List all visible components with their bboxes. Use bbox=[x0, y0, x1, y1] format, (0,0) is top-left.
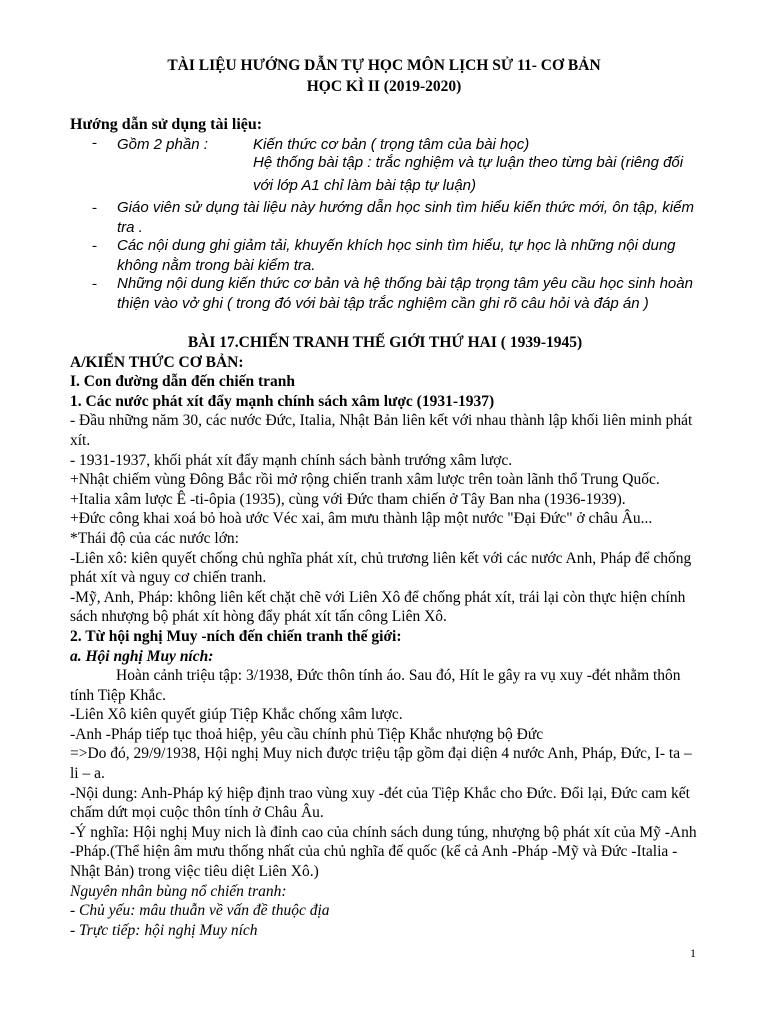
paragraph: -Ý nghĩa: Hội nghị Muy nich là đỉnh cao của chính sách dung túng, nhượng bộ phát xít của Mỹ -Anh -Pháp.(Thể hiện âm mưu thống nhất của chủ nghĩa đế quốc (kể cả Anh -Pháp -Mỹ và Đức -Italia -Nhật Bản) trong việc tiêu diệt Liên Xô.) bbox=[70, 823, 697, 881]
paragraph: -Mỹ, Anh, Pháp: không liên kết chặt chẽ với Liên Xô để chống phát xít, trái lại còn thực hiện chính sách nhượng bộ phát xít hòng đẩy phát xít tấn công Liên Xô. bbox=[70, 588, 686, 626]
paragraph: - Trực tiếp: hội nghị Muy ních bbox=[70, 921, 258, 939]
list-bullet: - bbox=[92, 135, 97, 151]
paragraph: Nguyên nhân bùng nổ chiến tranh: bbox=[70, 882, 287, 900]
lesson-section bbox=[70, 333, 700, 940]
list-bullet: - bbox=[92, 200, 97, 216]
paragraph: - 1931-1937, khối phát xít đẩy mạnh chính sách bành trướng xâm lược. bbox=[70, 451, 513, 469]
paragraph: +Italia xâm lược Ê -ti-ôpia (1935), cùng với Đức tham chiến ở Tây Ban nha (1936-1939). bbox=[70, 490, 626, 508]
guide-item-text: với lớp A1 chỉ làm bài tập tự luận) bbox=[253, 177, 477, 194]
paragraph: - Chủ yếu: mâu thuẫn về vấn đề thuộc địa bbox=[70, 902, 330, 920]
guide-item-text: Giáo viên sử dụng tài liệu này hướng dẫn học sinh tìm hiểu kiến thức mới, ôn tập, kiểm bbox=[117, 199, 694, 216]
guide-item-text: Hệ thống bài tập : trắc nghiệm và tự luận theo từng bài (riêng đối bbox=[253, 154, 684, 171]
guide-item-text: Những nội dung kiến thức cơ bản và hệ thống bài tập trọng tâm yêu cầu học sinh hoàn bbox=[117, 275, 693, 292]
paragraph: =>Do đó, 29/9/1938, Hội nghị Muy nich được triệu tập gồm đại diện 4 nước Anh, Pháp, Đức, I- ta – li – a. bbox=[70, 745, 692, 783]
guide-item-text: thiện vào vở ghi ( trong đó với bài tập trắc nghiệm cần ghi rõ câu hỏi và đáp án ) bbox=[117, 295, 649, 312]
page-number: 1 bbox=[690, 946, 696, 960]
list-bullet: - bbox=[92, 238, 97, 254]
guide-item-text: không nằm trong bài kiểm tra. bbox=[117, 257, 316, 274]
paragraph: -Anh -Pháp tiếp tục thoả hiệp, yêu cầu chính phủ Tiệp Khắc nhượng bộ Đức bbox=[70, 725, 544, 743]
guide-item-text: Các nội dung ghi giảm tải, khuyến khích học sinh tìm hiểu, tự học là những nội dung bbox=[117, 237, 676, 254]
paragraph: +Nhật chiếm vùng Đông Bắc rồi mở rộng chiến tranh xâm lược trên toàn lãnh thổ Trung Quốc. bbox=[70, 471, 660, 489]
paragraph: -Nội dung: Anh-Pháp ký hiệp định trao vùng xuy -đét của Tiệp Khắc cho Đức. Đổi lại, Đức cam kết chấm dứt mọi cuộc thôn tính ở Châu Âu. bbox=[70, 784, 690, 822]
paragraph: *Thái độ của các nước lớn: bbox=[70, 529, 239, 547]
paragraph: +Đức công khai xoá bỏ hoà ước Véc xai, âm mưu thành lập một nước "Đại Đức" ở châu Âu... bbox=[70, 510, 653, 528]
list-bullet: - bbox=[92, 276, 97, 292]
subsection-heading: a. Hội nghị Muy ních: bbox=[70, 647, 214, 665]
paragraph: -Liên xô: kiên quyết chống chủ nghĩa phát xít, chủ trương liên kết với các nước Anh, Pháp để chống phát xít và nguy cơ chiến tranh. bbox=[70, 549, 692, 587]
document-subtitle: HỌC KÌ II (2019-2020) bbox=[306, 78, 462, 95]
paragraph: -Liên Xô kiên quyết giúp Tiệp Khắc chống xâm lược. bbox=[70, 706, 403, 724]
paragraph: Hoàn cảnh triệu tập: 3/1938, Đức thôn tính áo. Sau đó, Hít le gây ra vụ xuy -đét nhằm thôn tính Tiệp Khắc. bbox=[70, 667, 681, 704]
paragraph: - Đầu những năm 30, các nước Đức, Italia, Nhật Bản liên kết với nhau thành lập khối liên minh phát xít. bbox=[70, 412, 693, 449]
subsection-heading: 1. Các nước phát xít đẩy mạnh chính sách xâm lược (1931-1937) bbox=[70, 392, 495, 410]
section-heading: I. Con đường dẫn đến chiến tranh bbox=[70, 373, 296, 391]
guide-heading: Hướng dẫn sử dụng tài liệu: bbox=[70, 116, 263, 133]
guide-item-label: Gồm 2 phần : bbox=[117, 136, 208, 153]
guide-item-text: Kiến thức cơ bản ( trọng tâm của bài học) bbox=[253, 136, 530, 153]
part-heading: A/KIẾN THỨC CƠ BẢN: bbox=[70, 353, 244, 371]
lesson-title: BÀI 17.CHIẾN TRANH THẾ GIỚI THỨ HAI ( 1939-1945) bbox=[187, 334, 583, 351]
subsection-heading: 2. Từ hội nghị Muy -ních đến chiến tranh thế giới: bbox=[70, 627, 402, 645]
document-title: TÀI LIỆU HƯỚNG DẪN TỰ HỌC MÔN LỊCH SỬ 11- CƠ BẢN bbox=[167, 57, 601, 74]
guide-item-text: tra . bbox=[117, 219, 143, 236]
